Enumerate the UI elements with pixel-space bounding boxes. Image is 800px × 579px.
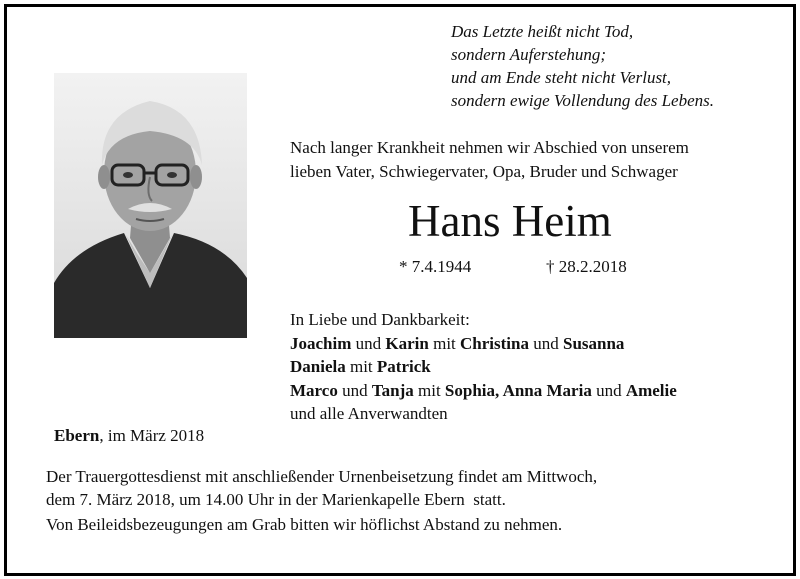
place-month: , im März 2018 xyxy=(99,426,205,445)
death-date: † 28.2.2018 xyxy=(546,257,627,276)
poem-verse xyxy=(451,20,714,112)
deceased-name: Hans Heim xyxy=(408,196,612,246)
poem-line: Das Letzte heißt nicht Tod, xyxy=(451,22,634,41)
mourners-heading: In Liebe und Dankbarkeit: xyxy=(290,310,470,329)
place-city: Ebern xyxy=(54,426,100,445)
mourners-line: Daniela mit Patrick xyxy=(290,357,431,376)
mourners-list xyxy=(290,308,677,426)
mourner-name: Karin xyxy=(385,333,429,353)
poem-line: sondern ewige Vollendung des Lebens. xyxy=(451,91,714,110)
place-date xyxy=(54,426,204,446)
mourner-name: Susanna xyxy=(562,333,625,353)
poem-line: sondern Auferstehung; xyxy=(451,45,607,64)
service-line: Der Trauergottesdienst mit anschließender Urnenbeisetzung findet am Mittwoch, xyxy=(46,467,598,486)
mourners-line: Marco und Tanja mit Sophia, Anna Maria und Amelie xyxy=(290,380,677,400)
mourner-name: Amelie xyxy=(625,380,677,400)
mourners-closing: und alle Anverwandten xyxy=(290,404,448,423)
mourner-name: Tanja xyxy=(371,380,414,400)
mourner-name: Christina xyxy=(460,333,529,353)
mourners-line: Joachim und Karin mit Christina und Susanna xyxy=(290,333,625,353)
service-line: dem 7. März 2018, um 14.00 Uhr in der Marienkapelle Ebern statt. xyxy=(46,490,506,509)
intro-line: Nach langer Krankheit nehmen wir Abschied von unserem xyxy=(290,138,689,157)
mourner-name: Patrick xyxy=(376,357,431,376)
birth-date: * 7.4.1944 xyxy=(399,257,472,276)
mourner-name: Joachim xyxy=(290,333,352,353)
mourner-name: Marco xyxy=(290,380,338,400)
mourner-name: Daniela xyxy=(290,357,346,376)
intro-line: lieben Vater, Schwiegervater, Opa, Bruder und Schwager xyxy=(290,162,678,181)
portrait-photo xyxy=(54,73,247,338)
intro-text xyxy=(290,136,689,184)
mourner-name: Sophia, Anna Maria xyxy=(444,380,592,400)
condolence-note: Von Beileidsbezeugungen am Grab bitten wir höflichst Abstand zu nehmen. xyxy=(46,515,563,534)
poem-line: und am Ende steht nicht Verlust, xyxy=(451,68,672,87)
funeral-service-info xyxy=(46,465,597,511)
